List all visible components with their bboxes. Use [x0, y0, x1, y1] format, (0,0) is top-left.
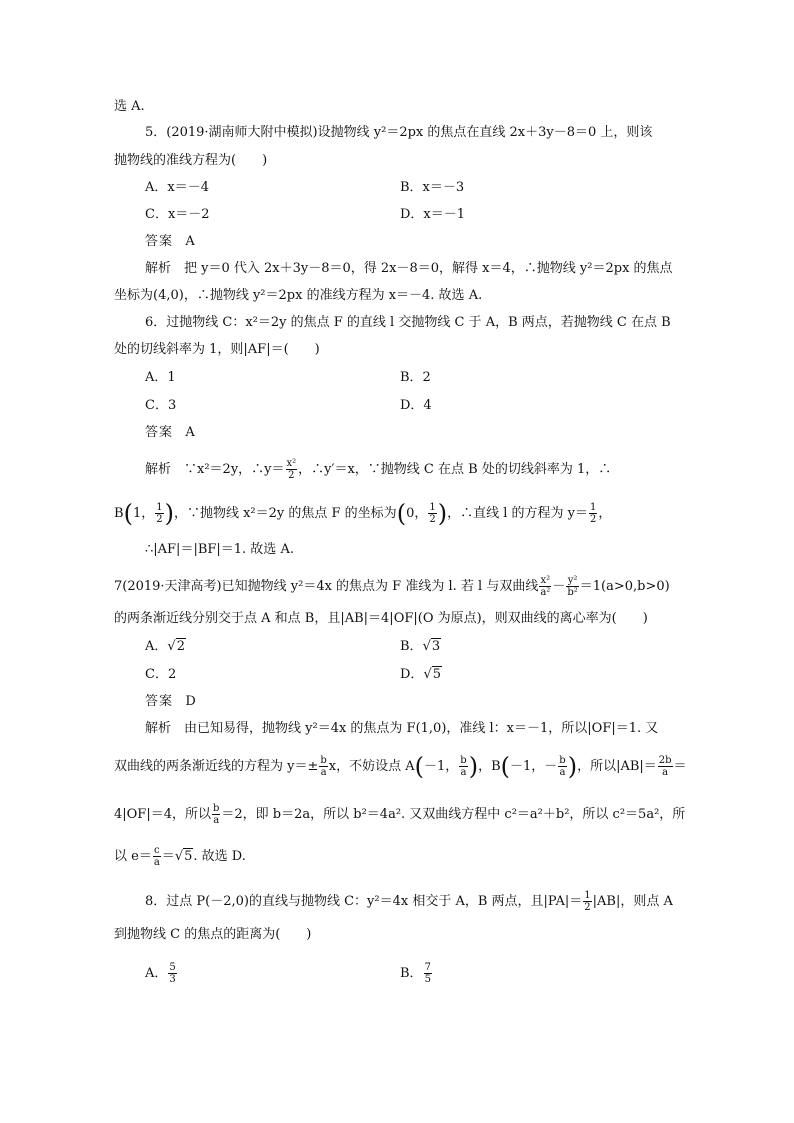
paren-close: ) — [567, 752, 578, 781]
text-span: x，不妨设点 A — [328, 759, 415, 774]
option-a: A．1 — [145, 370, 176, 385]
answer-label: 答案 — [145, 234, 174, 249]
option-letter: B． — [400, 639, 423, 654]
paren-open: ( — [500, 752, 511, 781]
text-span: 1， — [132, 506, 155, 521]
text-span: 7(2019·天津高考)已知抛物线 y²＝4x 的焦点为 F 准线为 l. 若 l 与双曲线 — [114, 579, 539, 594]
text-span: －1， — [424, 759, 459, 774]
option-letter: B． — [400, 966, 423, 981]
denominator: 5 — [424, 974, 431, 985]
text-span: ，∴直线 l 的方程为 y＝ — [447, 506, 588, 521]
answer-value: D — [185, 694, 196, 709]
numerator: x² — [540, 575, 551, 586]
text-span: ＝1(a>0,b>0) — [579, 579, 670, 594]
radicand: 3 — [431, 639, 441, 654]
solution-text: 解析 由已知易得，抛物线 y²＝4x 的焦点为 F(1,0)，准线 l：x＝－1，所以|OF|＝1. 又 — [145, 721, 659, 736]
numerator: c — [154, 845, 160, 856]
solution-text — [145, 458, 611, 481]
numerator: 5 — [169, 962, 176, 973]
fraction — [212, 803, 220, 826]
numerator: 7 — [424, 962, 431, 973]
option-c: C．2 — [145, 667, 177, 682]
numerator: 1 — [584, 890, 591, 901]
denominator: 2 — [429, 514, 436, 525]
fraction — [589, 502, 597, 525]
question-7-stem-cont: 的两条渐近线分别交于点 A 和点 B，且|AB|＝4|OF|(O 为原点)，则双曲线的离心率为( ) — [114, 611, 648, 626]
answer-line — [145, 692, 196, 712]
denominator: a — [559, 767, 566, 778]
text-span: ，B — [478, 759, 501, 774]
option-letter: D． — [400, 667, 424, 682]
fraction — [319, 755, 327, 778]
option-b — [400, 962, 433, 985]
denominator: 2 — [156, 514, 163, 525]
text-span: －1，－ — [510, 759, 558, 774]
denominator: a — [460, 767, 467, 778]
paren-close: ) — [164, 499, 174, 528]
solution-text: 解析 把 y＝0 代入 2x＋3y－8＝0，得 2x－8＝0，解得 x＝4，∴抛物线 y²＝2px 的焦点 — [145, 261, 673, 276]
paren-open: ( — [123, 499, 133, 528]
option-a: A．x＝－4 — [145, 180, 209, 195]
solution-text — [114, 845, 246, 868]
numerator: b — [320, 755, 327, 766]
answer-line — [145, 423, 195, 443]
text-span: 4|OF|＝4，所以 — [114, 807, 211, 822]
fraction — [566, 575, 578, 598]
text-line: 选 A. — [114, 99, 145, 114]
fraction — [428, 502, 436, 525]
radicand: 5 — [432, 667, 442, 682]
numerator: 2b — [658, 755, 672, 766]
answer-label: 答案 — [145, 425, 174, 440]
text-span: ＝2，即 b＝2a，所以 b²＝4a². 又双曲线方程中 c²＝a²＋b²，所以 c²＝5a²，所 — [221, 807, 686, 822]
option-letter: A． — [145, 966, 168, 981]
text-span: ，∴y′＝x，∵抛物线 C 在点 B 处的切线斜率为 1，∴ — [298, 462, 612, 477]
question-6-stem: 6．过抛物线 C：x²＝2y 的焦点 F 的直线 l 交抛物线 C 于 A，B 两点，若抛物线 C 在点 B — [145, 315, 671, 330]
text-span: ，所以|AB|＝ — [577, 759, 657, 774]
option-b: B．x＝－3 — [400, 180, 465, 195]
paren-open: ( — [396, 499, 407, 528]
text-span: . 故选 D. — [193, 849, 246, 864]
question-8-stem — [145, 890, 673, 913]
sqrt: √5 — [174, 849, 193, 864]
text-span: 以 e＝ — [114, 849, 152, 864]
answer-label: 答案 — [145, 694, 174, 709]
text-span: ，∵抛物线 x²＝2y 的焦点 F 的坐标为 — [173, 506, 397, 521]
fraction — [168, 962, 176, 985]
solution-text: ∴|AF|＝|BF|＝1. 故选 A. — [145, 542, 294, 557]
option-d: D．4 — [400, 398, 432, 413]
numerator: b — [212, 803, 220, 814]
fraction — [658, 755, 673, 778]
text-span: 8．过点 P(－2,0)的直线与抛物线 C：y²＝4x 相交于 A，B 两点，且|PA|＝ — [145, 894, 583, 909]
radicand: 5 — [184, 849, 193, 864]
question-8-stem-cont: 到抛物线 C 的焦点的距离为( ) — [114, 927, 312, 942]
solution-text: 坐标为(4,0)，∴抛物线 y²＝2px 的准线方程为 x＝－4. 故选 A. — [114, 288, 483, 303]
text-span: － — [552, 579, 566, 594]
denominator: 2 — [288, 470, 295, 481]
option-b: B．2 — [400, 370, 431, 385]
fraction — [558, 755, 566, 778]
option-letter: A． — [145, 639, 168, 654]
text-span: 0， — [406, 506, 428, 521]
text-span: ＝ — [673, 759, 687, 774]
fraction — [424, 962, 432, 985]
solution-text — [114, 752, 687, 781]
option-b — [400, 637, 441, 657]
paren-close: ) — [437, 499, 448, 528]
radicand: 2 — [176, 639, 185, 654]
denominator: a — [662, 767, 669, 778]
option-c: C．3 — [145, 398, 177, 413]
denominator: 3 — [169, 974, 176, 985]
text-span: B — [114, 506, 124, 521]
sqrt: √3 — [422, 639, 441, 654]
numerator: 1 — [156, 502, 163, 513]
text-span: ， — [598, 506, 612, 521]
option-d: D．x＝－1 — [400, 207, 466, 222]
denominator: 2 — [584, 902, 591, 913]
denominator: b² — [567, 587, 578, 598]
option-d — [400, 665, 442, 685]
option-a — [145, 637, 186, 657]
numerator: b — [559, 755, 566, 766]
question-7-stem — [114, 575, 670, 598]
numerator: 1 — [590, 502, 597, 513]
solution-text — [114, 803, 685, 826]
fraction — [539, 575, 551, 598]
answer-value: A — [185, 234, 195, 249]
question-5-stem-cont: 抛物线的准线方程为( ) — [114, 153, 268, 168]
denominator: 2 — [590, 514, 597, 525]
numerator: b — [460, 755, 467, 766]
denominator: a — [153, 857, 160, 868]
question-6-stem-cont: 处的切线斜率为 1，则|AF|＝( ) — [114, 342, 320, 357]
text-span: 解析 ∵x²＝2y，∴y＝ — [145, 462, 285, 477]
fraction — [459, 755, 467, 778]
denominator: a — [213, 815, 220, 826]
sqrt: √2 — [167, 639, 185, 654]
sqrt: √5 — [423, 667, 442, 682]
fraction — [155, 502, 163, 525]
denominator: a² — [540, 587, 551, 598]
denominator: a — [320, 767, 327, 778]
fraction — [583, 890, 591, 913]
solution-text — [114, 499, 612, 528]
option-a — [145, 962, 178, 985]
text-span: 双曲线的两条渐近线的方程为 y＝± — [114, 759, 319, 774]
answer-line — [145, 232, 195, 252]
numerator: y² — [567, 575, 578, 586]
numerator: x² — [286, 458, 297, 469]
answer-value: A — [185, 425, 195, 440]
question-5-stem: 5．(2019·湖南师大附中模拟)设抛物线 y²＝2px 的焦点在直线 2x＋3y－8＝0 上，则该 — [145, 125, 653, 140]
fraction — [153, 845, 161, 868]
paren-close: ) — [468, 752, 479, 781]
option-c: C．x＝－2 — [145, 207, 210, 222]
paren-open: ( — [414, 752, 425, 781]
numerator: 1 — [429, 502, 436, 513]
fraction — [286, 458, 298, 481]
text-span: ＝ — [161, 849, 175, 864]
text-span: |AB|，则点 A — [592, 894, 673, 909]
